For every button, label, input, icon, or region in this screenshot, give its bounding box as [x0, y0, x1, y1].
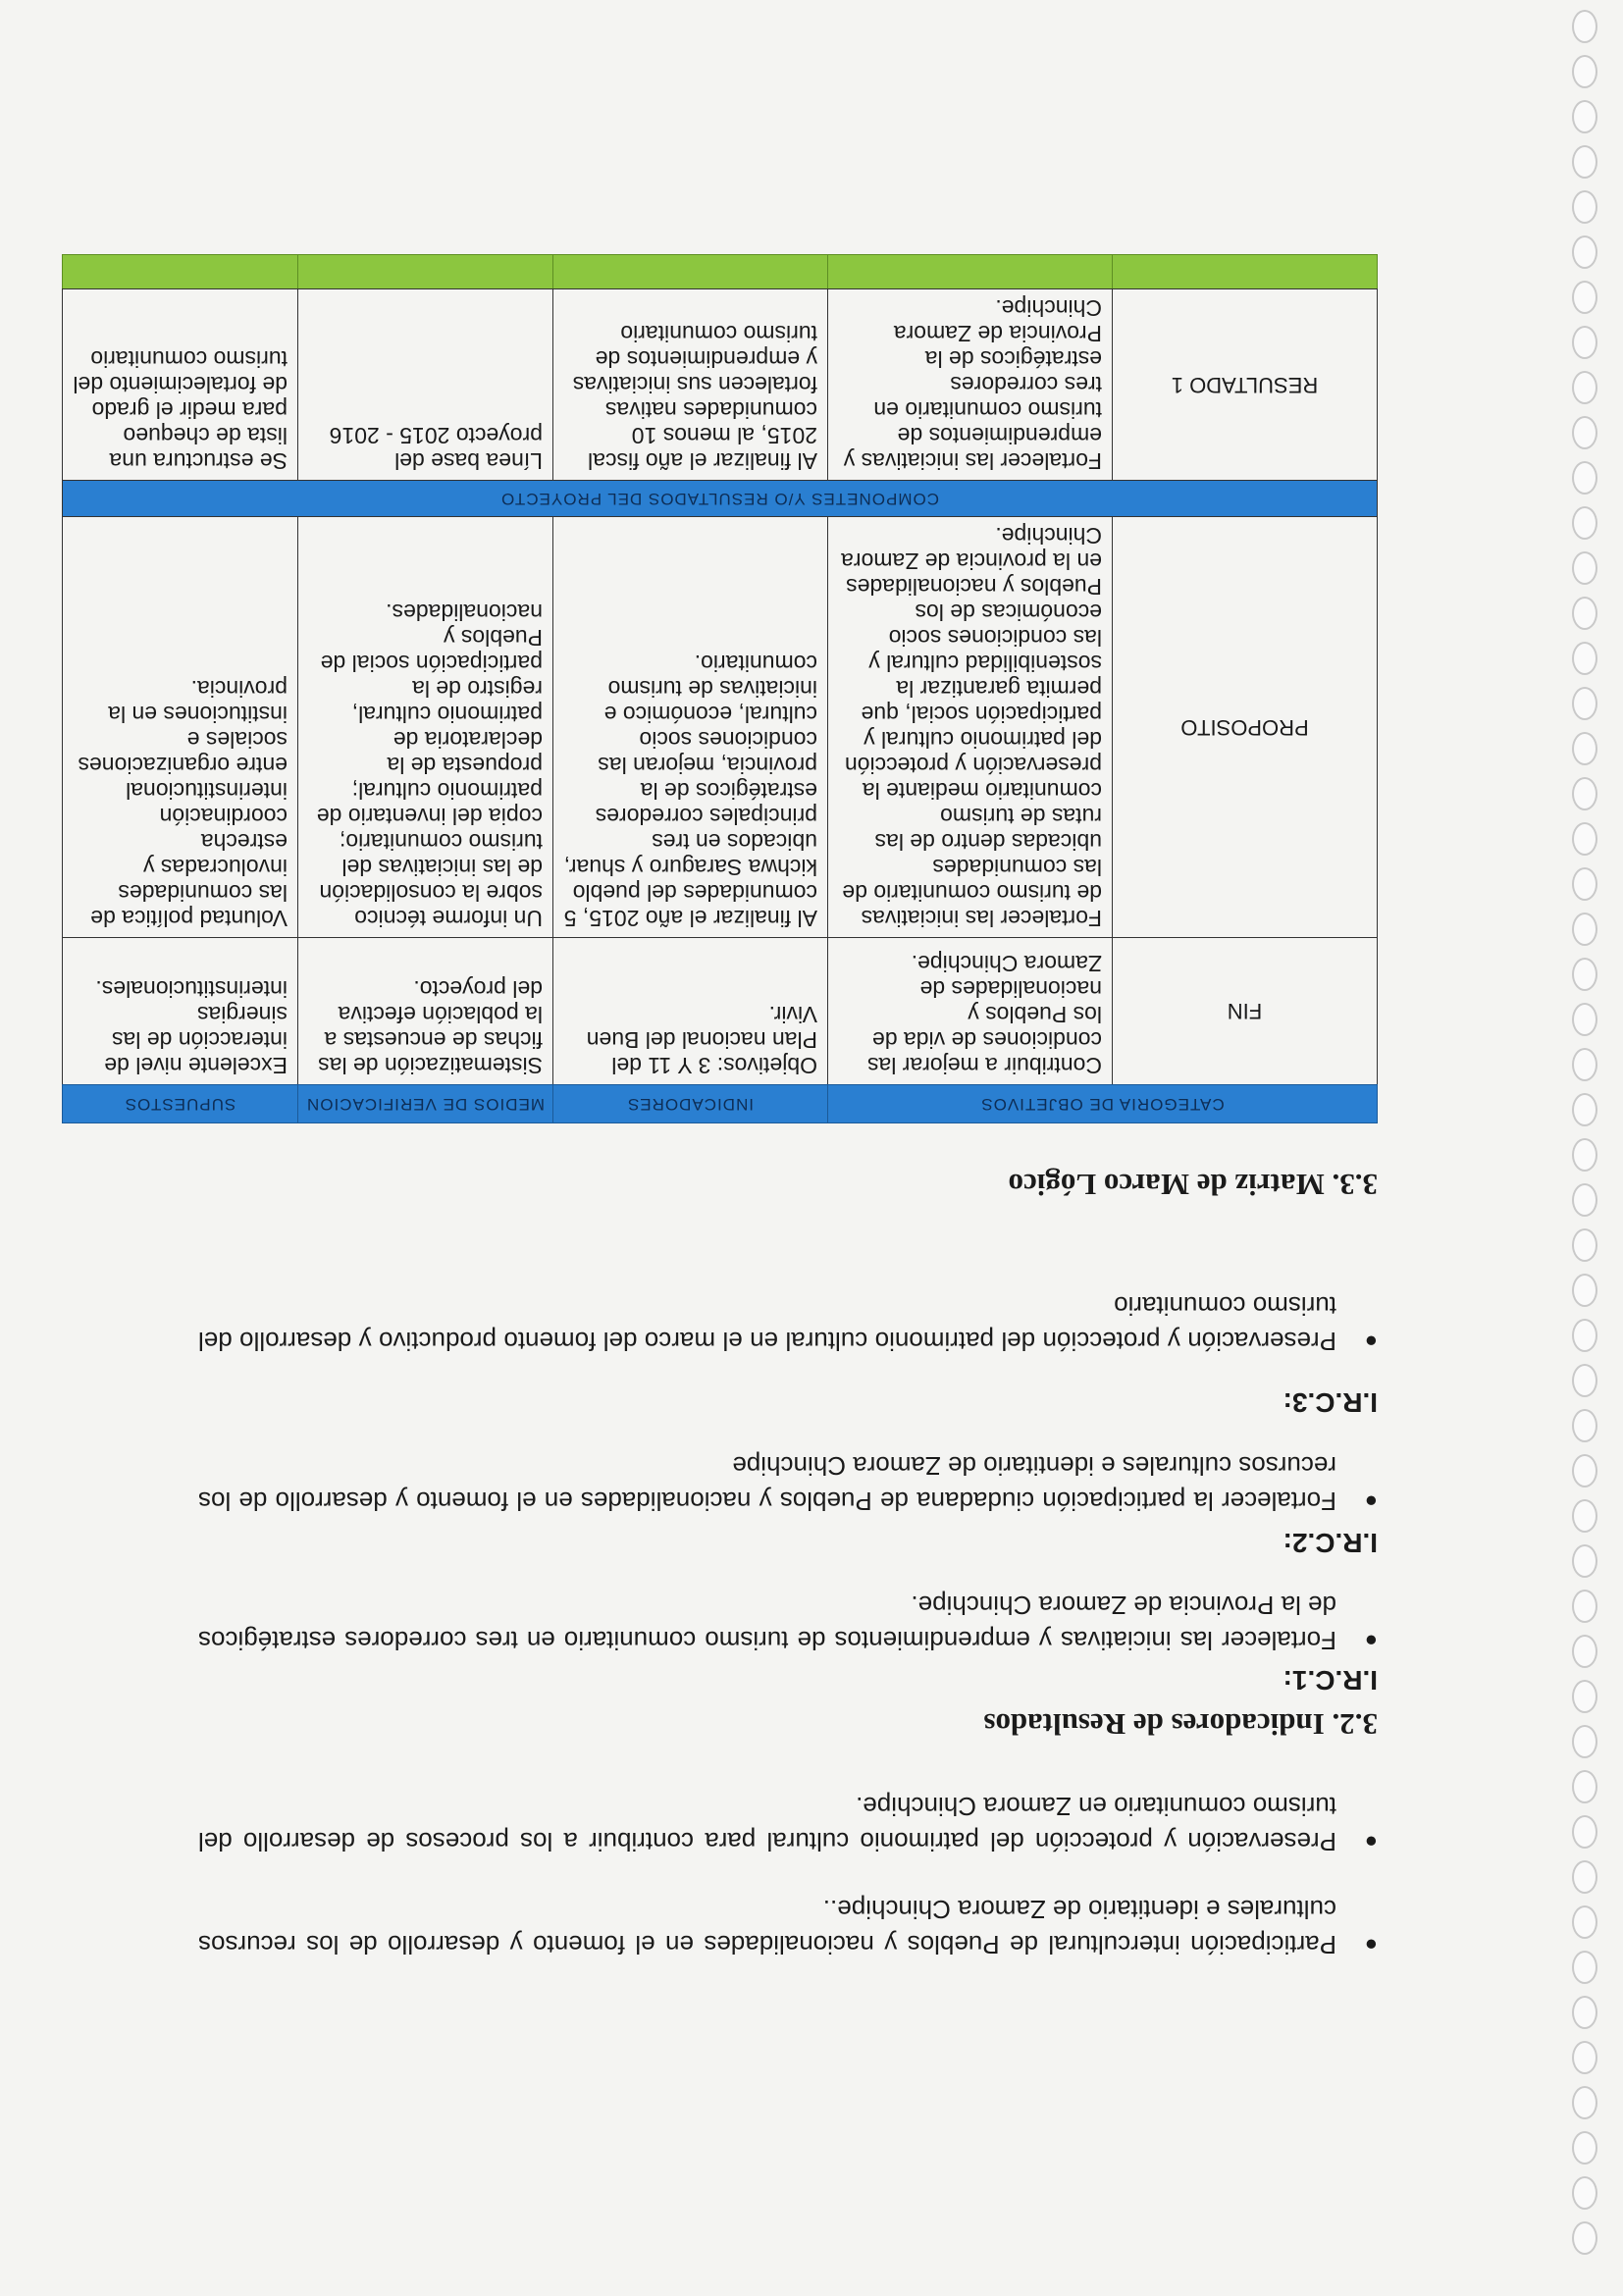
cell-assumption: Se estructura una lista de chequeo para medir el grado de fortalecimiento del turismo comunitario [63, 289, 298, 481]
bullet-icon: ● [1364, 1489, 1378, 1514]
bullet-icon: ● [1364, 1830, 1378, 1854]
cell-indicator: Objetivos: 3 Y 11 del Plan nacional del Buen Vivir. [553, 938, 828, 1085]
irc3-label: I.R.C.3: [1283, 1387, 1378, 1418]
green-cell [553, 255, 828, 289]
header-indicadores: INDICADORES [553, 1085, 828, 1123]
section-heading-matriz: 3.3. Matriz de Marco Lógico [1008, 1168, 1378, 1202]
bullet-text: Preservación y protección del patrimonio cultural para contribuir a los procesos de desarrollo del turismo comunitario en Zamora Chinchipe. [198, 1792, 1336, 1856]
cell-objective: Contribuir a mejorar las condiciones de vida de los Pueblos y nacionalidades de Zamora Chinchipe. [828, 938, 1113, 1085]
components-banner-row [63, 481, 1378, 517]
cell-objective: Fortalecer las iniciativas y emprendimientos de turismo comunitario en tres corredores estratégicos de la Provincia de Zamora Chinchipe. [828, 289, 1113, 481]
table-row-resultado1 [63, 289, 1378, 481]
green-cell [1113, 255, 1378, 289]
bullet-icon: ● [1364, 1933, 1378, 1957]
bullet-item [198, 1789, 1378, 1859]
green-cell [828, 255, 1113, 289]
bullet-item [198, 1448, 1378, 1519]
table-row-proposito [63, 517, 1378, 938]
green-band-row [63, 255, 1378, 289]
header-medios: MEDIOS DE VERIFICACION [298, 1085, 553, 1123]
bullet-text: Participación intercultural de Pueblos y nacionalidades en el fomento y desarrollo de los recursos culturales e identitario de Zamora Chinchipe.. [198, 1895, 1336, 1959]
bullet-text: Fortalecer la participación ciudadana de Pueblos y nacionalidades en el fomento y desarrollo de los recursos culturales e identitario de Zamora Chinchipe [198, 1451, 1336, 1516]
logical-framework-table [62, 254, 1378, 1123]
category-fin: FIN [1113, 938, 1378, 1085]
bullet-text: Fortalecer las iniciativas y emprendimientos de turismo comunitario en tres corredores estratégicos de la Provincia de Zamora Chinchipe. [198, 1591, 1336, 1655]
bullet-item [198, 1588, 1378, 1658]
cell-indicator: Al finalizar el año 2015, 5 comunidades del pueblo kichwa Saraguro y shuar, ubicados en tres principales corredores estratégicos de la provincia, mejoran las condiciones socio cultural, económico e iniciativas de turismo comunitario. [553, 517, 828, 938]
table-header-row [63, 1085, 1378, 1123]
bullet-item [198, 1892, 1378, 1962]
cell-objective: Fortalecer las iniciativas de turismo comunitario de las comunidades ubicadas dentro de las rutas de turismo comunitario mediante la preservación y protección del patrimonio cultural y participación social, que permita garantizar la sostenibilidad cultural y las condiciones socio económicas de los Pueblos y nacionalidades en la provincia de Zamora Chinchipe. [828, 517, 1113, 938]
bullet-icon: ● [1364, 1330, 1378, 1354]
bullet-text: Preservación y protección del patrimonio cultural en el marco del fomento productivo y desarrollo del turismo comunitario [198, 1291, 1336, 1356]
cell-verification: Sistematización de las fichas de encuestas a la población efectiva del proyecto. [298, 938, 553, 1085]
components-banner: COMPONETES Y/O RESULTADOS DEL PROYECTO [63, 481, 1378, 517]
cell-assumption: Excelente nivel de interacción de las sinergias interinstitucionales. [63, 938, 298, 1085]
category-proposito: PROPOSITO [1113, 517, 1378, 938]
bullet-icon: ● [1364, 1629, 1378, 1653]
bullet-item [198, 1288, 1378, 1359]
green-cell [63, 255, 298, 289]
cell-indicator: Al finalizar el año fiscal 2015, al menos 10 comunidades nativas fortalecen sus iniciativas y emprendimientos de turismo comunitario [553, 289, 828, 481]
header-supuestos: SUPUESTOS [63, 1085, 298, 1123]
cell-assumption: Voluntad política de las comunidades involucradas y estrecha coordinación interinstitucional entre organizaciones sociales e instituciones en la provincia. [63, 517, 298, 938]
header-categoria: CATEGORIA DE OBJETIVOS [828, 1085, 1378, 1123]
table-row-fin [63, 938, 1378, 1085]
irc1-label: I.R.C.1: [1283, 1665, 1378, 1696]
cell-verification: Un informe técnico sobre la consolidación de las iniciativas del turismo comunitario; copia del inventario de patrimonio cultural; propuesta de la declaratoria de patrimonio cultural, registro de la participación social de Pueblos y nacionalidades. [298, 517, 553, 938]
green-cell [298, 255, 553, 289]
cell-verification: Línea base del proyecto 2015 - 2016 [298, 289, 553, 481]
section-heading-indicadores: 3.2. Indicadores de Resultados [983, 1707, 1378, 1742]
irc2-label: I.R.C.2: [1283, 1528, 1378, 1558]
category-resultado1: RESULTADO 1 [1113, 289, 1378, 481]
page-number [0, 1978, 33, 2011]
